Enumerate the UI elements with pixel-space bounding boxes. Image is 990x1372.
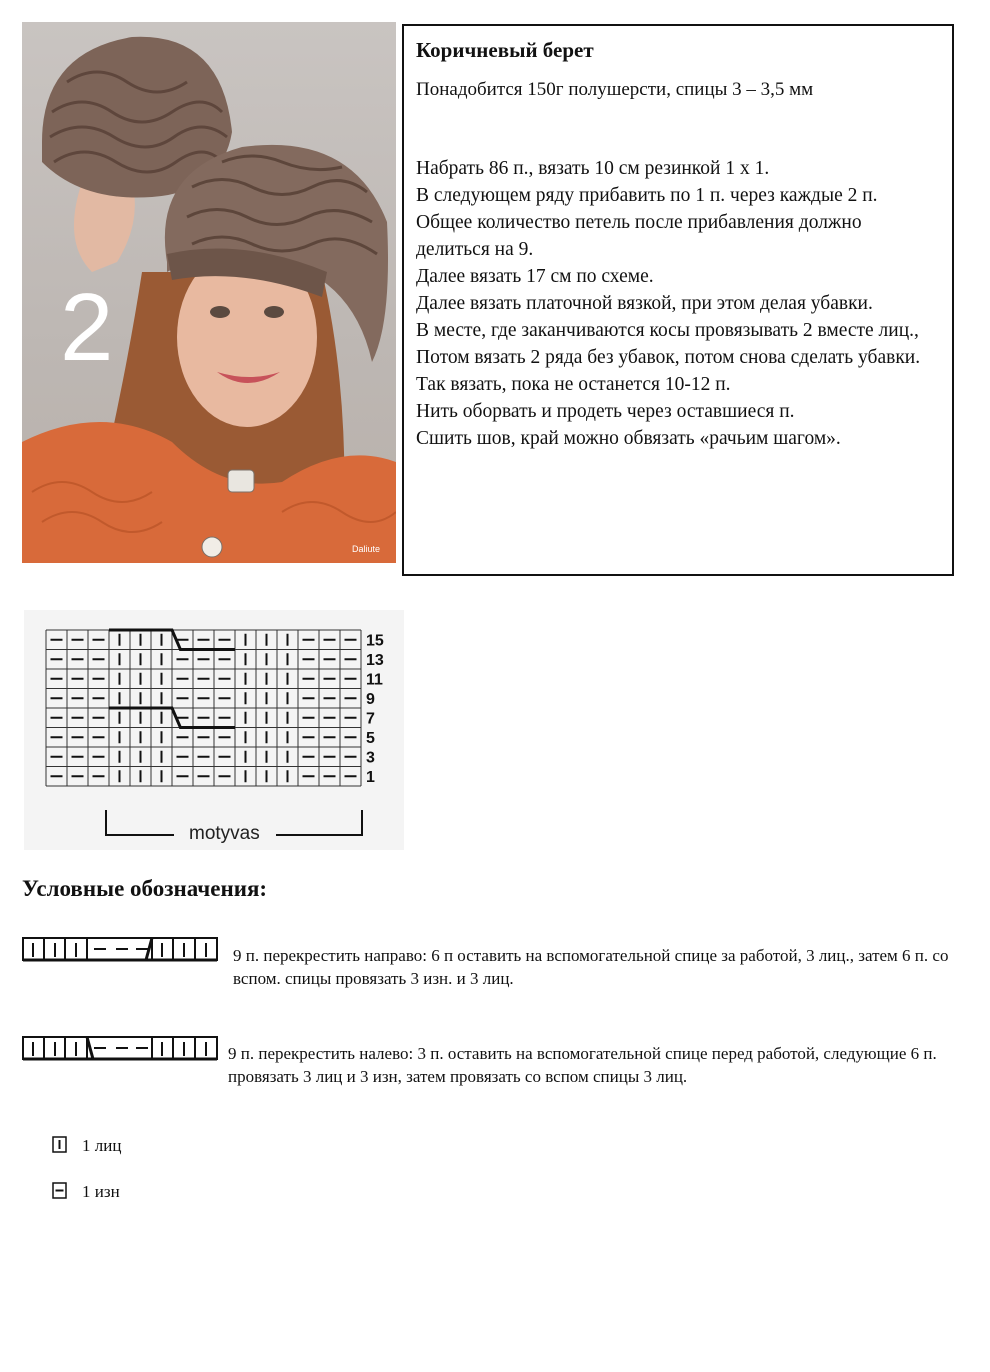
step: Набрать 86 п., вязать 10 см резинкой 1 х 1. (416, 158, 770, 179)
article-title: Коричневый берет (416, 38, 594, 62)
requirements: Понадобится 150г полушерсти, спицы 3 – 3,5 мм (416, 79, 814, 100)
cross-left-symbol (22, 1036, 218, 1062)
step: В следующем ряду прибавить по 1 п. через каждые 2 п. (416, 185, 878, 206)
row-label: 3 (366, 749, 375, 767)
instructions-box (402, 24, 954, 576)
step: Общее количество петель после прибавления должно делиться на 9. (416, 212, 862, 260)
step: Сшить шов, край можно обвязать «рачьим шагом». (416, 428, 841, 449)
beret-photo (22, 22, 396, 563)
row-label: 9 (366, 691, 375, 708)
legend-cross-right-text: 9 п. перекрестить направо: 6 п оставить на вспомогательной спице за работой, 3 лиц., затем 6 п. со вспом. спицы провязать 3 изн. и 3 лиц. (233, 946, 949, 988)
step: Далее вязать платочной вязкой, при этом делая убавки. (416, 293, 873, 314)
photo-illustration (22, 22, 396, 563)
cross-right-symbol (22, 937, 218, 963)
row-label: 13 (366, 652, 384, 669)
row-label: 5 (366, 730, 375, 747)
step: В месте, где заканчиваются косы провязывать 2 вместе лиц., (416, 320, 919, 341)
purl-symbol (52, 1182, 68, 1200)
step: Нить оборвать и продеть через оставшиеся п. (416, 401, 795, 422)
step: Так вязать, пока не останется 10-12 п. (416, 374, 731, 395)
photo-number: 2 (60, 274, 114, 381)
row-label: 1 (366, 769, 375, 786)
row-label: 7 (366, 710, 375, 728)
row-label: 15 (366, 632, 384, 650)
knitting-chart (24, 610, 404, 850)
repeat-label: motyvas (189, 823, 260, 844)
knitting-chart-svg (24, 610, 404, 850)
step: Далее вязать 17 см по схеме. (416, 266, 654, 287)
row-label: 11 (366, 671, 383, 689)
step: Потом вязать 2 ряда без убавок, потом снова сделать убавки. (416, 347, 921, 368)
legend-purl-text: 1 изн (82, 1182, 120, 1201)
steps-list (416, 155, 940, 452)
legend-cross-left-text: 9 п. перекрестить налево: 3 п. оставить на вспомогательной спице перед работой, следующие 6 п. провязать 3 лиц и 3 изн, затем провязать со вспом спицы 3 лиц. (228, 1044, 937, 1086)
legend-knit-text: 1 лиц (82, 1136, 122, 1155)
knit-symbol (52, 1136, 68, 1154)
photo-credit: Daliute (352, 544, 381, 554)
legend-title: Условные обозначения: (22, 876, 268, 901)
